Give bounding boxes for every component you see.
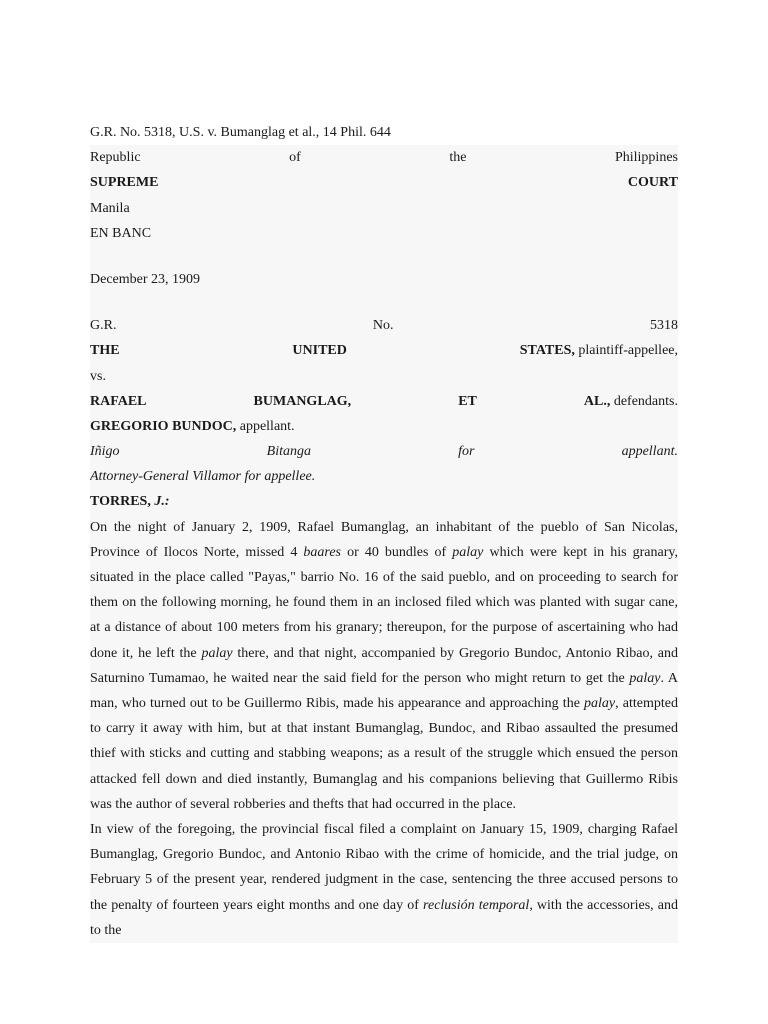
paragraph-1 — [90, 515, 678, 817]
plaintiff-role: plaintiff-appellee, — [578, 343, 678, 359]
counsel-appellant-line — [90, 439, 678, 464]
gr-word-3: 5318 — [649, 318, 678, 334]
italic-term: palay — [452, 544, 484, 560]
text-run: . A man, who turned out to be Guillermo Ribis, made his appearance and approaching the — [90, 670, 678, 712]
text-run: which were kept in his granary, situated in the place called "Payas," barrio No. 16 of the said pueblo, and on proceeding to search for them on the following morning, he found them in an inclosed filed which was planted with sugar cane, at a distance of about 100 meters from his granary; thereupon, for the purpose of ascertaining who had done it, he left the — [90, 544, 678, 661]
plaintiff-word-2: UNITED — [292, 343, 347, 359]
defendants-role: defendants. — [613, 393, 678, 409]
republic-word-4: Philippines — [614, 150, 678, 166]
defendant-word-1: RAFAEL — [90, 393, 147, 409]
court-word-2: COURT — [627, 175, 678, 191]
italic-term: reclusión temporal — [423, 897, 530, 913]
defendant-word-3: ET — [458, 393, 477, 409]
gr-word-2: No. — [372, 318, 394, 334]
plaintiff-tail — [520, 338, 678, 363]
counsel-word-2: Bitanga — [266, 444, 312, 460]
republic-word-3: the — [449, 150, 467, 166]
paragraph-2 — [90, 817, 678, 943]
text-run: , attempted to carry it away with him, but at that instant Bumanglag, Bundoc, and Ribao assaulted the presumed thief with sticks and cutting and stabbing weapons; as a result of the struggle which ensued the person attacked fell down and died instantly, Bumanglag and his companions believing that Guillermo Ribis was the author of several robberies and thefts that had occurred in the place. — [90, 696, 678, 812]
text-run: , with the accessories, and to the — [90, 897, 678, 938]
appellant-name: GREGORIO BUNDOC, — [90, 418, 237, 434]
division-line: EN BANC — [90, 225, 152, 241]
defendants-line — [90, 389, 678, 414]
defendant-word-2: BUMANGLAG, — [253, 393, 352, 409]
gr-number-line — [90, 313, 678, 338]
appellant-role: appellant. — [239, 418, 295, 434]
spacer — [90, 292, 678, 313]
ponente-name: TORRES, — [90, 494, 151, 510]
decision-body — [90, 515, 678, 943]
defendant-word-4: AL., — [583, 393, 611, 409]
plaintiff-word-1: THE — [90, 343, 120, 359]
citation-header: G.R. No. 5318, U.S. v. Bumanglag et al., 14 Phil. 644 — [90, 125, 391, 140]
italic-term: palay — [201, 645, 233, 661]
court-word-1: SUPREME — [90, 175, 159, 191]
counsel-word-1: Iñigo — [90, 444, 120, 460]
plaintiff-word-3: STATES, — [519, 343, 575, 359]
counsel-word-4: appellant. — [621, 444, 678, 460]
document-page — [90, 120, 678, 943]
appellant-line — [90, 414, 678, 439]
gr-word-1: G.R. — [90, 318, 117, 334]
plaintiff-line — [90, 338, 678, 363]
ponente-line — [90, 489, 678, 514]
republic-word-2: of — [289, 150, 301, 166]
text-run: In view of the foregoing, the provincial fiscal filed a complaint on January 15, 1909, charging Rafael Bumanglag, Gregorio Bundoc, and Antonio Ribao with the crime of homicide, and the trial judge, on February 5 of the present year, rendered judgment in the case, sentencing the three accused persons to the penalty of fourteen years eight months and one day of — [90, 822, 678, 913]
versus-line: vs. — [90, 368, 106, 384]
spacer — [90, 246, 678, 267]
text-run: or 40 bundles of — [341, 544, 453, 560]
ponente-suffix: J.: — [154, 494, 170, 510]
court-line — [90, 170, 678, 195]
decision-date: December 23, 1909 — [90, 271, 201, 287]
counsel-appellee-line: Attorney-General Villamor for appellee. — [90, 469, 316, 485]
italic-term: palay — [584, 696, 616, 712]
text-run: On the night of January 2, 1909, Rafael Bumanglag, an inhabitant of the pueblo of San Nicolas, Province of Ilocos Norte, missed 4 — [90, 519, 678, 560]
text-run: there, and that night, accompanied by Gregorio Bundoc, Antonio Ribao, and Saturnino Tumamao, he waited near the said field for the person who might return to get the — [90, 645, 678, 686]
italic-term: baares — [303, 544, 341, 560]
city-line: Manila — [90, 200, 130, 216]
republic-word-1: Republic — [90, 150, 141, 166]
italic-term: palay — [629, 670, 661, 686]
defendants-tail — [584, 389, 678, 414]
counsel-word-3: for — [458, 444, 475, 460]
case-caption — [90, 145, 678, 943]
republic-line — [90, 145, 678, 170]
